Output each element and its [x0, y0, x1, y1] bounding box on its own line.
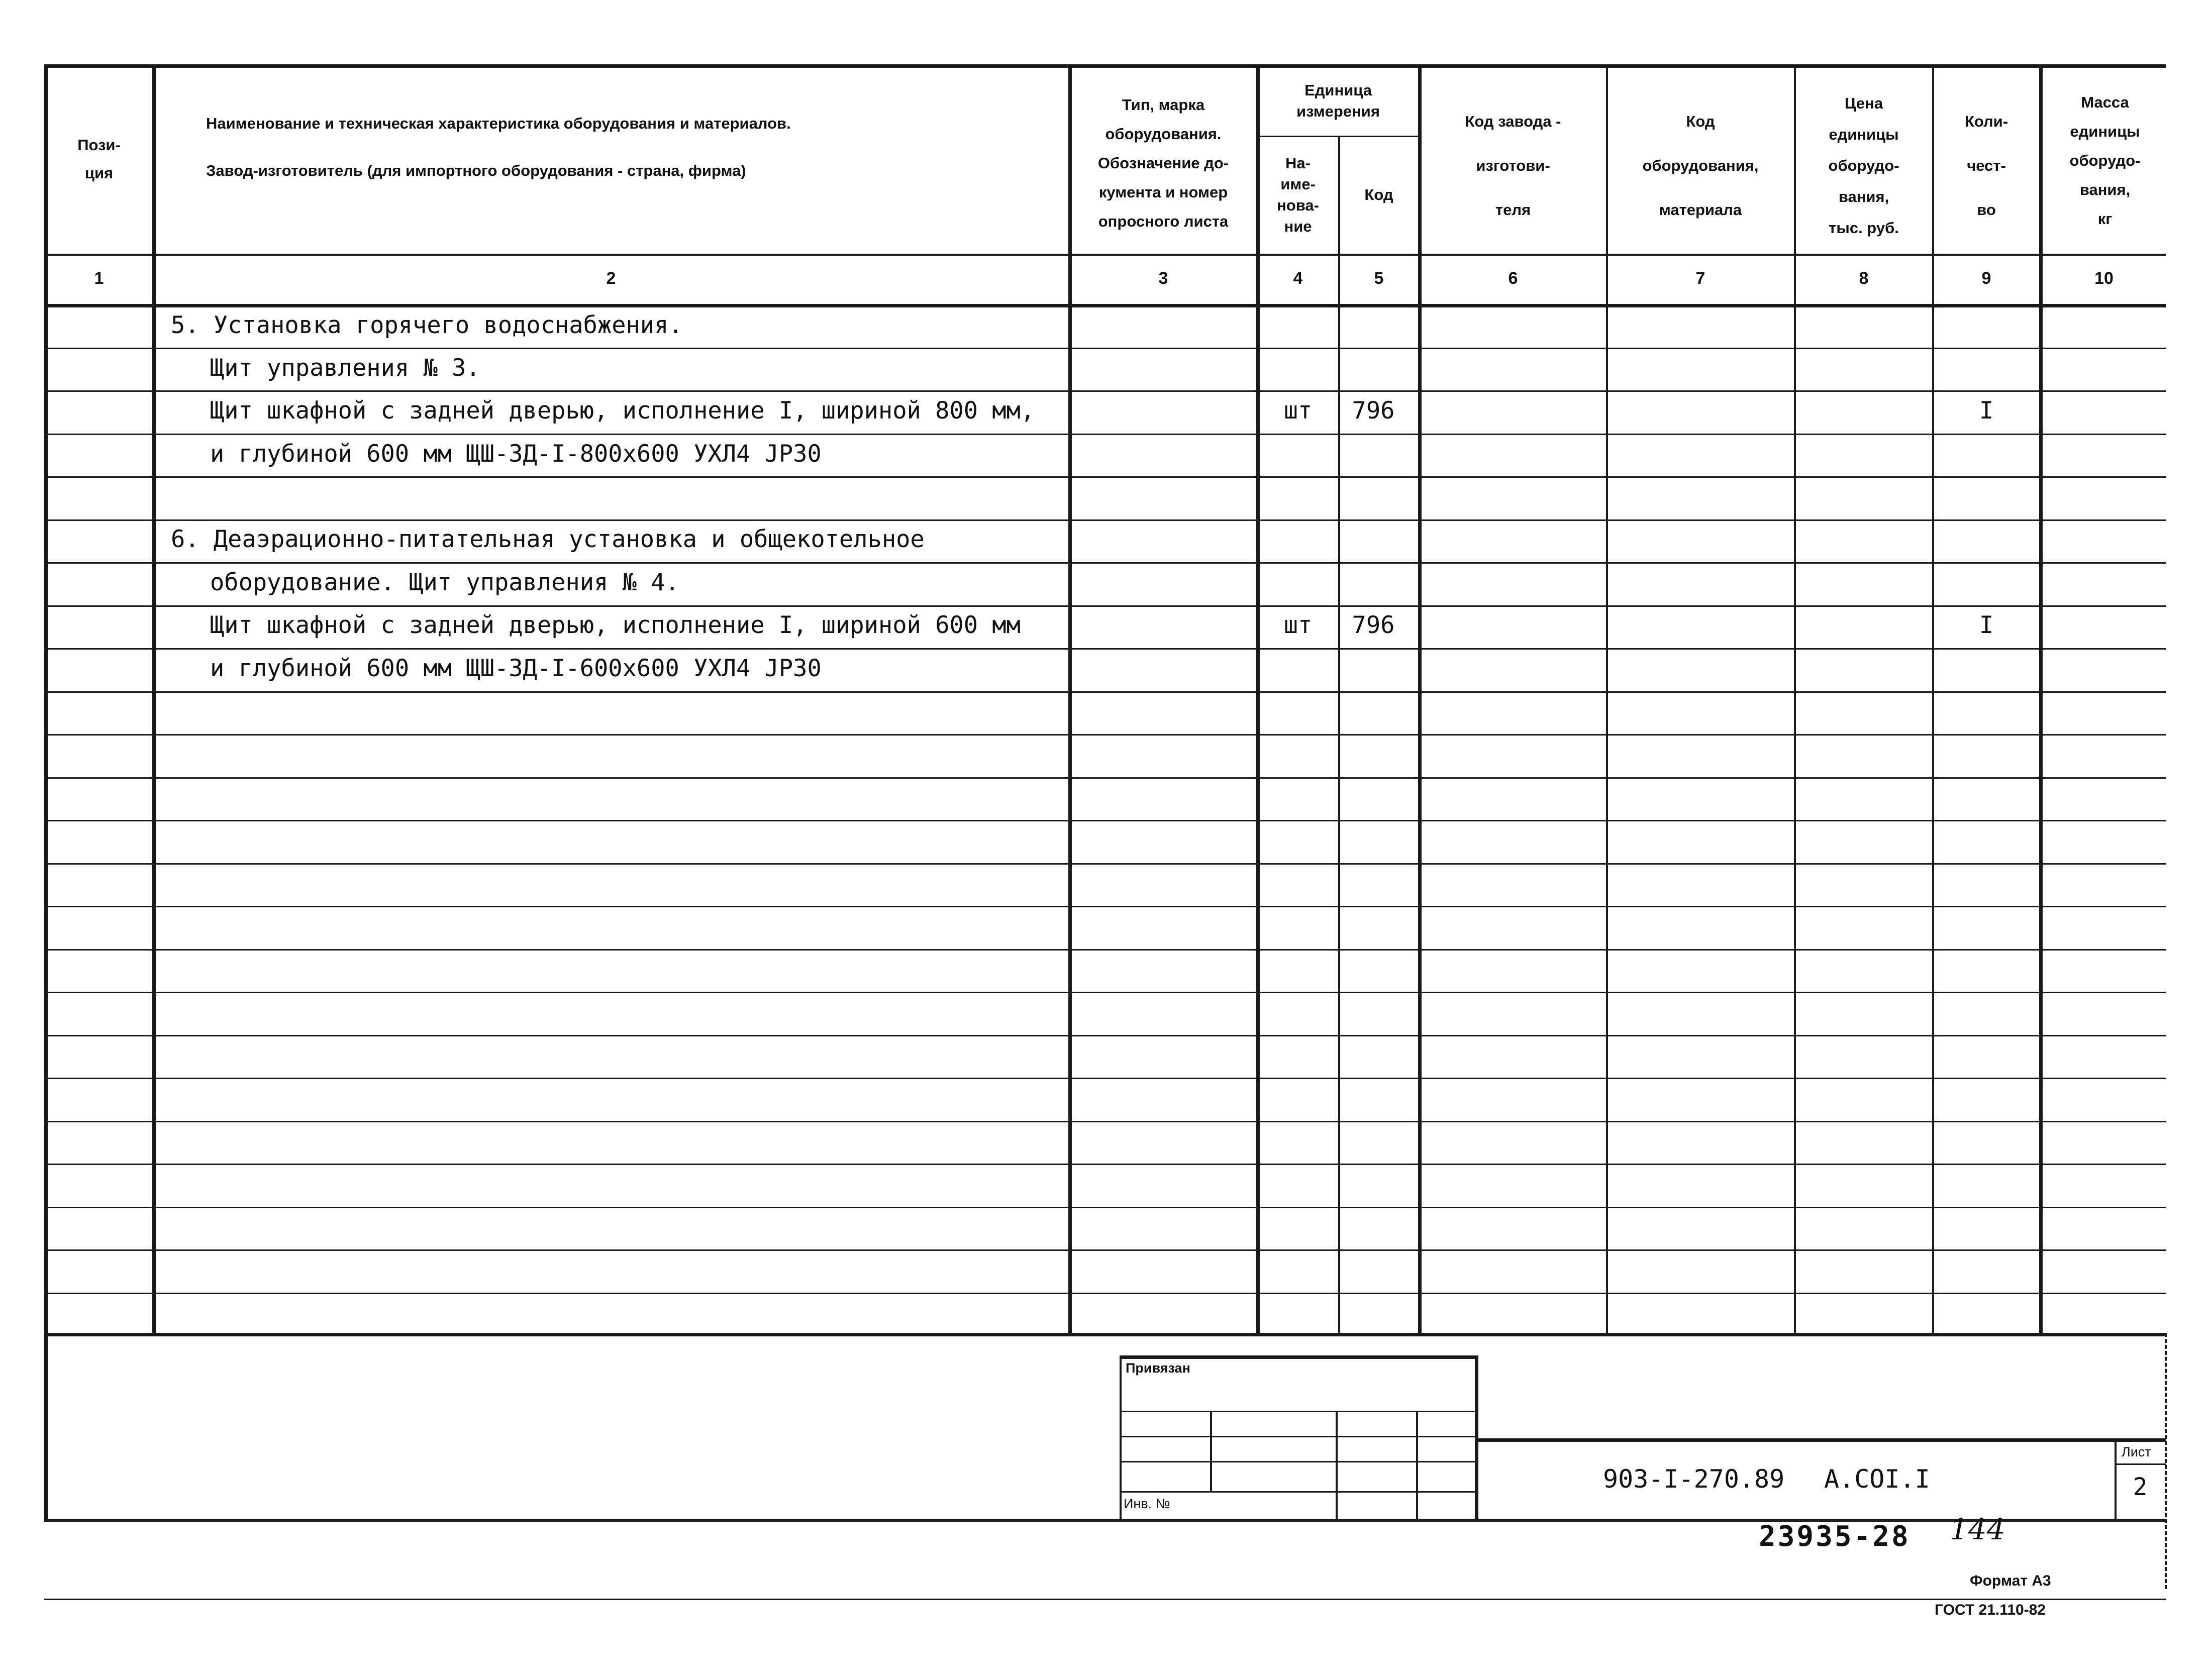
table-row-qty: I — [1979, 397, 1994, 425]
header-price: Цена единицы оборудо- вания, тыс. руб. — [1828, 94, 1899, 237]
table-row-unit: шт — [1283, 611, 1313, 639]
column-number-1: 1 — [94, 269, 104, 288]
table-row-name: Щит управления № 3. — [210, 354, 480, 382]
page-number: 144 — [1950, 1512, 2005, 1546]
column-number-10: 10 — [2094, 269, 2114, 288]
column-number-9: 9 — [1981, 269, 1991, 288]
table-row-name: Щит шкафной с задней дверью, исполнение I, шириной 800 мм, — [210, 397, 1035, 425]
column-number-6: 6 — [1508, 269, 1518, 288]
header-mass: Масса единицы оборудо- вания, кг — [2069, 93, 2141, 228]
header-unit-name: На- име- нова- ние — [1277, 154, 1319, 235]
header-unit-group: Единица измерения — [1296, 81, 1380, 120]
stamp-sheet-number: 2 — [2133, 1473, 2148, 1501]
stamp-inv-no: Инв. № — [1124, 1496, 1170, 1511]
header-factory-code: Код завода - изготови- теля — [1465, 113, 1561, 219]
table-row-name: 5. Установка горячего водоснабжения. — [171, 311, 683, 339]
table-row-unit: шт — [1283, 397, 1313, 425]
header-quantity: Коли- чест- во — [1964, 113, 2008, 219]
column-number-5: 5 — [1374, 269, 1384, 288]
header-unit-code: Код — [1364, 185, 1393, 203]
table-row-name: оборудование. Щит управления № 4. — [210, 569, 679, 596]
table-row-code: 796 — [1352, 397, 1395, 425]
header-position: Пози- ция — [77, 136, 121, 182]
bottom-rule — [44, 1599, 2166, 1600]
stamp-sheet-label: Лист — [2122, 1444, 2151, 1459]
header-name: Наименование и техническая характеристика оборудования и материалов. Завод-изготовитель (для импортного оборудования - страна, фирма) — [206, 115, 791, 179]
stamp-doc-code: 903-I-270.89 — [1603, 1464, 1785, 1494]
stamp-doc-mark: А.СОI.I — [1824, 1464, 1930, 1494]
format-label: Формат А3 — [1970, 1572, 2051, 1589]
column-number-4: 4 — [1293, 269, 1303, 288]
gost-label: ГОСТ 21.110-82 — [1935, 1602, 2046, 1618]
table-row-qty: I — [1979, 611, 1994, 639]
column-number-3: 3 — [1158, 269, 1168, 288]
column-number-2: 2 — [606, 269, 616, 288]
header-type: Тип, марка оборудования. Обозначение до- кумента и номер опросного листа — [1097, 96, 1229, 230]
stamp-privyazan: Привязан — [1126, 1360, 1190, 1376]
column-number-8: 8 — [1859, 269, 1869, 288]
table-row-name: и глубиной 600 мм ЩШ-ЗД-I-800х600 УХЛ4 ЈР30 — [210, 440, 822, 468]
archive-number: 23935-28 — [1759, 1520, 1911, 1553]
table-row-name: Щит шкафной с задней дверью, исполнение I, шириной 600 мм — [210, 611, 1021, 639]
table-row-code: 796 — [1352, 611, 1395, 639]
table-row-name: 6. Деаэрационно-питательная установка и общекотельное — [171, 526, 925, 553]
table-row-name: и глубиной 600 мм ЩШ-ЗД-I-600х600 УХЛ4 ЈР30 — [210, 655, 822, 682]
column-number-7: 7 — [1695, 269, 1705, 288]
header-equipment-code: Код оборудования, материала — [1642, 113, 1759, 219]
